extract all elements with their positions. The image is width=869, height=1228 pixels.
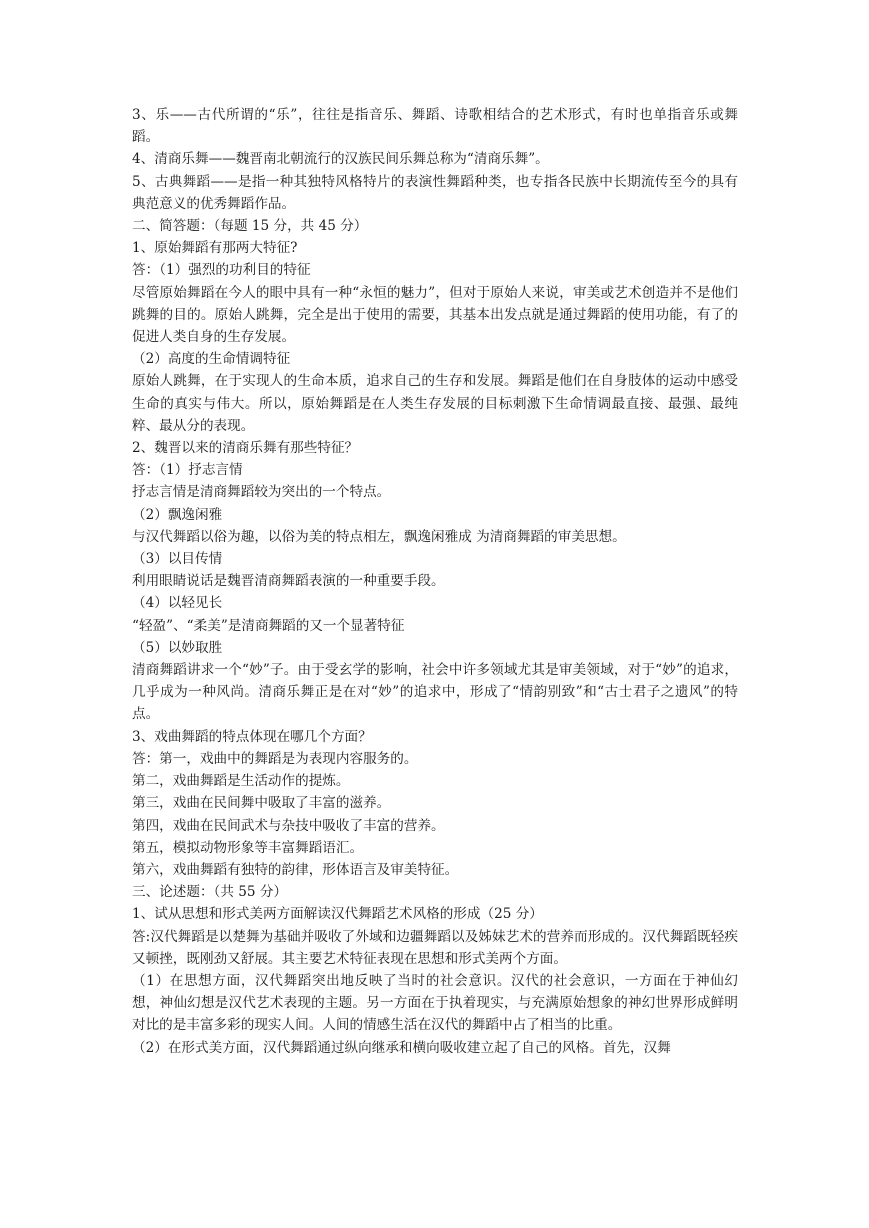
term-definition-qingshang: 4、清商乐舞——魏晋南北朝流行的汉族民间乐舞总称为“清商乐舞”。 bbox=[132, 151, 549, 168]
answer-2-point-1-body: 抒志言情是清商舞蹈较为突出的一个特点。 bbox=[132, 484, 391, 501]
answer-2-point-4-body: “轻盈”、“柔美”是清商舞蹈的又一个显著特征 bbox=[132, 617, 405, 634]
document-page bbox=[132, 104, 738, 1059]
question-1: 1、原始舞蹈有那两大特征? bbox=[132, 240, 298, 257]
term-definition-classical-dance: 5、古典舞蹈——是指一种其独特风格特片的表演性舞蹈种类，也专指各民族中长期流传至今的具有典范意义的优秀舞蹈作品。 bbox=[132, 173, 738, 212]
question-3: 3、戏曲舞蹈的特点体现在哪几个方面？ bbox=[132, 728, 372, 745]
essay-question-1: 1、试从思想和形式美两方面解读汉代舞蹈艺术风格的形成（25 分） bbox=[132, 906, 543, 923]
answer-3-point-5: 第五，模拟动物形象等丰富舞蹈语汇。 bbox=[132, 839, 364, 856]
answer-3-point-4: 第四，戏曲在民间武术与杂技中吸收了丰富的营养。 bbox=[132, 817, 445, 834]
answer-2-point-5: （5）以妙取胜 bbox=[132, 639, 223, 656]
answer-2-point-3-body: 利用眼睛说话是魏晋清商舞蹈表演的一种重要手段。 bbox=[132, 573, 445, 590]
answer-1-point-1: 答：（1）强烈的功利目的特征 bbox=[132, 262, 311, 279]
answer-1-point-1-body: 尽管原始舞蹈在今人的眼中具有一种“永恒的魅力”，但对于原始人来说，审美或艺术创造并不是他们跳舞的目的。原始人跳舞，完全是出于使用的需要，其基本出发点就是通过舞蹈的使用功能，有了的促进人类自身的生存发展。 bbox=[132, 284, 738, 346]
answer-1-point-2: （2）高度的生命情调特征 bbox=[132, 351, 291, 368]
answer-2-point-1: 答：（1）抒志言情 bbox=[132, 462, 243, 479]
answer-2-point-5-body: 清商舞蹈讲求一个“妙”子。由于受玄学的影响，社会中许多领域尤其是审美领域，对于“妙”的追求，几乎成为一种风尚。清商乐舞正是在对“妙”的追求中，形成了“情韵别致”和“古士君子之遗风”的特点。 bbox=[132, 662, 738, 723]
essay-answer-intro: 答:汉代舞蹈是以楚舞为基础并吸收了外域和边疆舞蹈以及姊妹艺术的营养而形成的。汉代舞蹈既轻疾又顿挫，既刚劲又舒展。其主要艺术特征表现在思想和形式美两个方面。 bbox=[132, 928, 738, 967]
answer-3-point-3: 第三，戏曲在民间舞中吸取了丰富的滋养。 bbox=[132, 795, 391, 812]
answer-2-point-4: （4）以轻见长 bbox=[132, 595, 223, 612]
answer-2-point-2: （2）飘逸闲雅 bbox=[132, 506, 223, 523]
section-heading-short-answer: 二、简答题：（每题 15 分，共 45 分） bbox=[132, 218, 368, 235]
answer-1-point-2-body: 原始人跳舞，在于实现人的生命本质，追求自己的生存和发展。舞蹈是他们在自身肢体的运动中感受生命的真实与伟大。所以，原始舞蹈是在人类生存发展的目标刺激下生命情调最直接、最强、最纯粹、最从分的表现。 bbox=[132, 373, 738, 434]
answer-3-point-1: 答：第一，戏曲中的舞蹈是为表现内容服务的。 bbox=[132, 750, 418, 767]
essay-answer-point-2: （2）在形式美方面，汉代舞蹈通过纵向继承和横向吸收建立起了自己的风格。首先，汉舞 bbox=[132, 1039, 671, 1056]
answer-3-point-2: 第二，戏曲舞蹈是生活动作的提炼。 bbox=[132, 773, 350, 790]
essay-answer-point-1: （1）在思想方面，汉代舞蹈突出地反映了当时的社会意识。汉代的社会意识，一方面在于神仙幻想，神仙幻想是汉代艺术表现的主题。另一方面在于执着现实，与充满原始想象的神幻世界形成鲜明对比的是丰富多彩的现实人间。人间的情感生活在汉代的舞蹈中占了相当的比重。 bbox=[132, 972, 738, 1034]
answer-2-point-2-body: 与汉代舞蹈以俗为趣，以俗为美的特点相左，飘逸闲雅成 为清商舞蹈的审美思想。 bbox=[132, 528, 626, 545]
answer-3-point-6: 第六，戏曲舞蹈有独特的韵律，形体语言及审美特征。 bbox=[132, 861, 459, 878]
term-definition-yue: 3、乐——古代所谓的“乐”，往往是指音乐、舞蹈、诗歌相结合的艺术形式，有时也单指音乐或舞蹈。 bbox=[132, 107, 738, 146]
answer-2-point-3: （3）以目传情 bbox=[132, 551, 223, 568]
section-heading-essay: 三、论述题：（共 55 分） bbox=[132, 884, 288, 901]
question-2: 2、魏晋以来的清商乐舞有那些特征？ bbox=[132, 440, 359, 457]
